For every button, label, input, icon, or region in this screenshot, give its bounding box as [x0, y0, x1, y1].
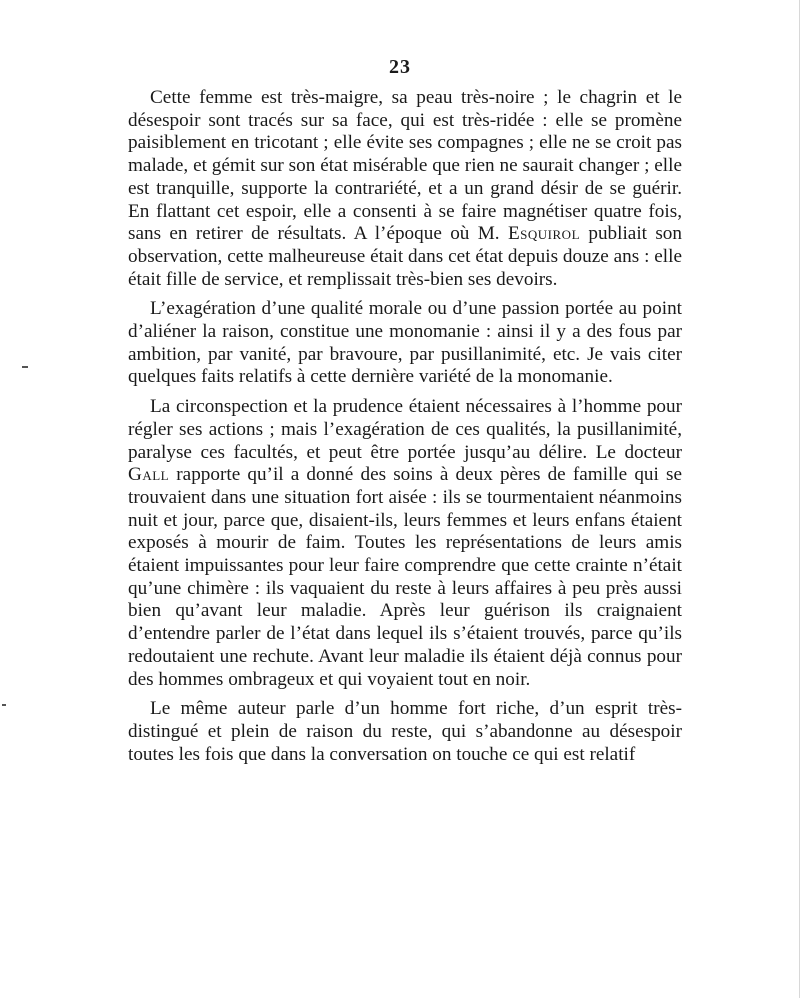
text-run: L’exagération d’une qualité morale ou d’une passion portée au point d’aliéner la raison, constitue une monomanie : ainsi il y a des fous par ambition, par vanité, par bravoure, par pusillanimité, etc. Je vais citer quelques faits relatifs à cette dernière variété de la monomanie.	[128, 298, 682, 388]
body-text	[128, 87, 682, 773]
author-name: Gall	[128, 464, 170, 486]
paragraph	[128, 87, 682, 291]
text-run: rapporte qu’il a donné des soins à deux pères de famille qui se trouvaient dans une situation fort aisée : ils se tourmentaient néanmoins nuit et jour, parce que, disaient-ils, leurs femmes et leurs enfans étaient exposés à mourir de faim. Toutes les représentations de leurs amis étaient impuissantes pour leur faire comprendre que cette crainte n’était qu’une chimère : ils vaquaient du reste à leurs affaires à peu près aussi bien qu’avant leur maladie. Après leur guérison ils craignaient d’entendre parler de l’état dans lequel ils s’étaient trouvés, parce qu’ils redoutaient une rechute. Avant leur maladie ils étaient déjà connus pour des hommes ombrageux et qui voyaient tout en noir.	[128, 464, 682, 690]
margin-speck	[22, 366, 28, 368]
paragraph	[128, 298, 682, 389]
paragraph	[128, 698, 682, 766]
text-run: Cette femme est très-maigre, sa peau très-noire ; le chagrin et le désespoir sont tracés sur sa face, qui est très-ridée : elle se promène paisiblement en tricotant ; elle évite ses compagnes ; elle ne se croit pas malade, et gémit sur son état misérable que rien ne saurait changer ; elle est tranquille, supporte la contrariété, et a un grand désir de se guérir. En flattant cet espoir, elle a consenti à se faire magnétiser quatre fois, sans en retirer de résultats. A l’époque où M.	[128, 87, 682, 245]
text-run: publiait son observation, cette malheureuse était dans cet état depuis douze ans : elle était fille de service, et remplissait très-bien ses devoirs.	[128, 223, 682, 290]
page-number: 23	[389, 56, 411, 78]
author-name: Esquirol	[507, 223, 581, 245]
text-run: Le même auteur parle d’un homme fort riche, d’un esprit très-distingué et plein de raison du reste, qui s’abandonne au désespoir toutes les fois que dans la conversation on touche ce qui est relatif	[128, 698, 682, 765]
paragraph	[128, 396, 682, 691]
text-run: La circonspection et la prudence étaient nécessaires à l’homme pour régler ses actions ; mais l’exagération de ces qualités, la pusillanimité, paralyse ces facultés, et peut être portée jusqu’au délire. Le docteur	[128, 396, 682, 463]
margin-speck	[2, 704, 6, 706]
